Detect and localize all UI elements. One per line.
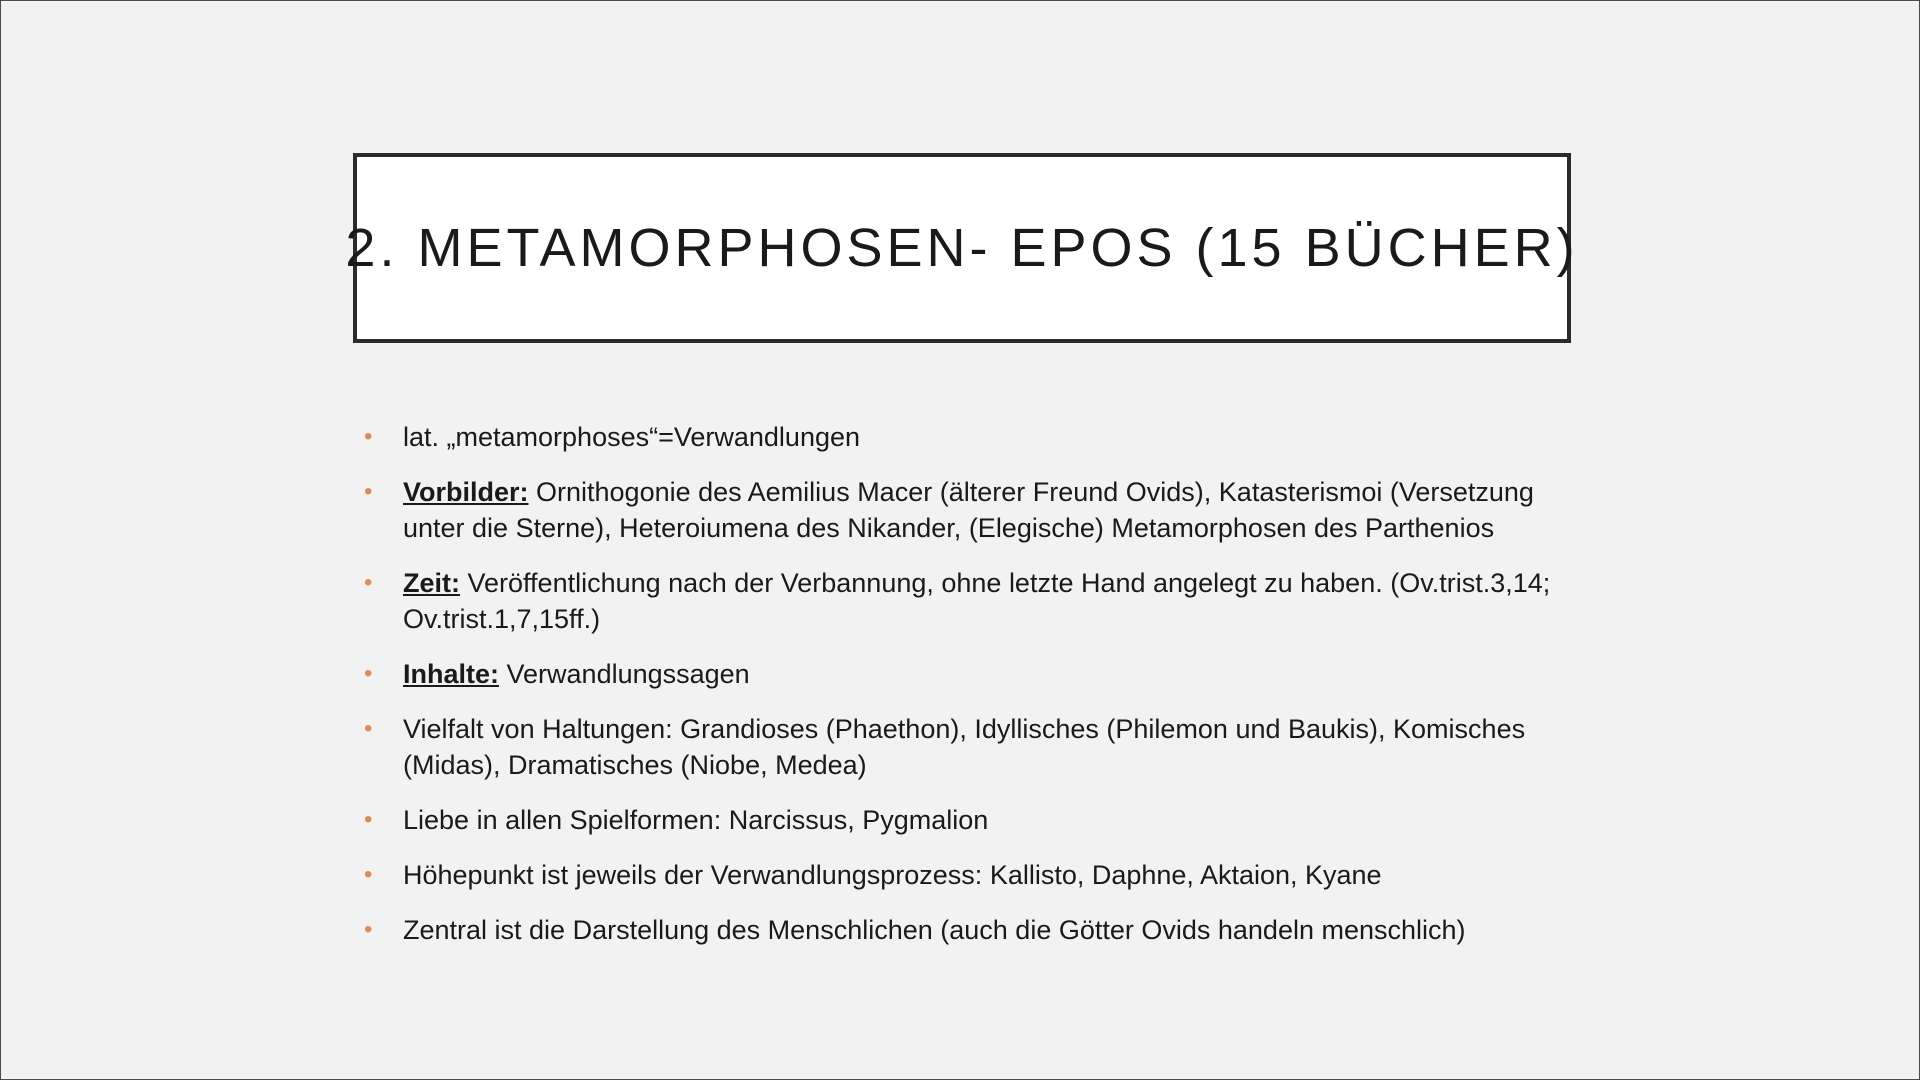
bullet-item [361,711,1561,783]
bullet-item [361,474,1561,546]
bullet-item [361,656,1561,692]
bullet-keyword: Vorbilder: [403,477,529,507]
title-box [345,153,1579,343]
bullet-text: Veröffentlichung nach der Verbannung, ohne letzte Hand angelegt zu haben. (Ov.trist.3,14; Ov.trist.1,7,15ff.) [403,568,1551,634]
bullet-dot-icon: • [364,806,373,833]
bullet-text: Zentral ist die Darstellung des Menschlichen (auch die Götter Ovids handeln menschlich) [403,915,1466,945]
bullet-keyword: Inhalte: [403,659,500,689]
bullet-dot-icon: • [364,715,373,742]
bullet-text: Höhepunkt ist jeweils der Verwandlungsprozess: Kallisto, Daphne, Aktaion, Kyane [403,860,1382,890]
bullet-text: Vielfalt von Haltungen: Grandioses (Phaethon), Idyllisches (Philemon und Baukis), Komisches (Midas), Dramatisches (Niobe, Medea) [403,714,1526,780]
bullet-item [361,565,1561,637]
bullet-text: Liebe in allen Spielformen: Narcissus, Pygmalion [403,805,989,835]
bullet-text: Verwandlungssagen [499,659,750,689]
bullet-item [361,912,1561,948]
bullet-item [361,802,1561,838]
bullet-item [361,419,1561,455]
bullet-dot-icon: • [364,478,373,505]
bullet-list [361,419,1561,967]
bullet-dot-icon: • [364,861,373,888]
bullet-dot-icon: • [364,569,373,596]
bullet-keyword: Zeit: [403,568,460,598]
slide-title: 2. METAMORPHOSEN- EPOS (15 BÜCHER) [345,218,1579,278]
bullet-text: lat. „metamorphoses“=Verwandlungen [403,422,861,452]
bullet-dot-icon: • [364,423,373,450]
bullet-dot-icon: • [364,916,373,943]
bullet-text: Ornithogonie des Aemilius Macer (älterer Freund Ovids), Katasterismoi (Versetzung unter die Sterne), Heteroiumena des Nikander, (Elegische) Metamorphosen des Parthenios [403,477,1534,543]
bullet-item [361,857,1561,893]
bullet-dot-icon: • [364,660,373,687]
